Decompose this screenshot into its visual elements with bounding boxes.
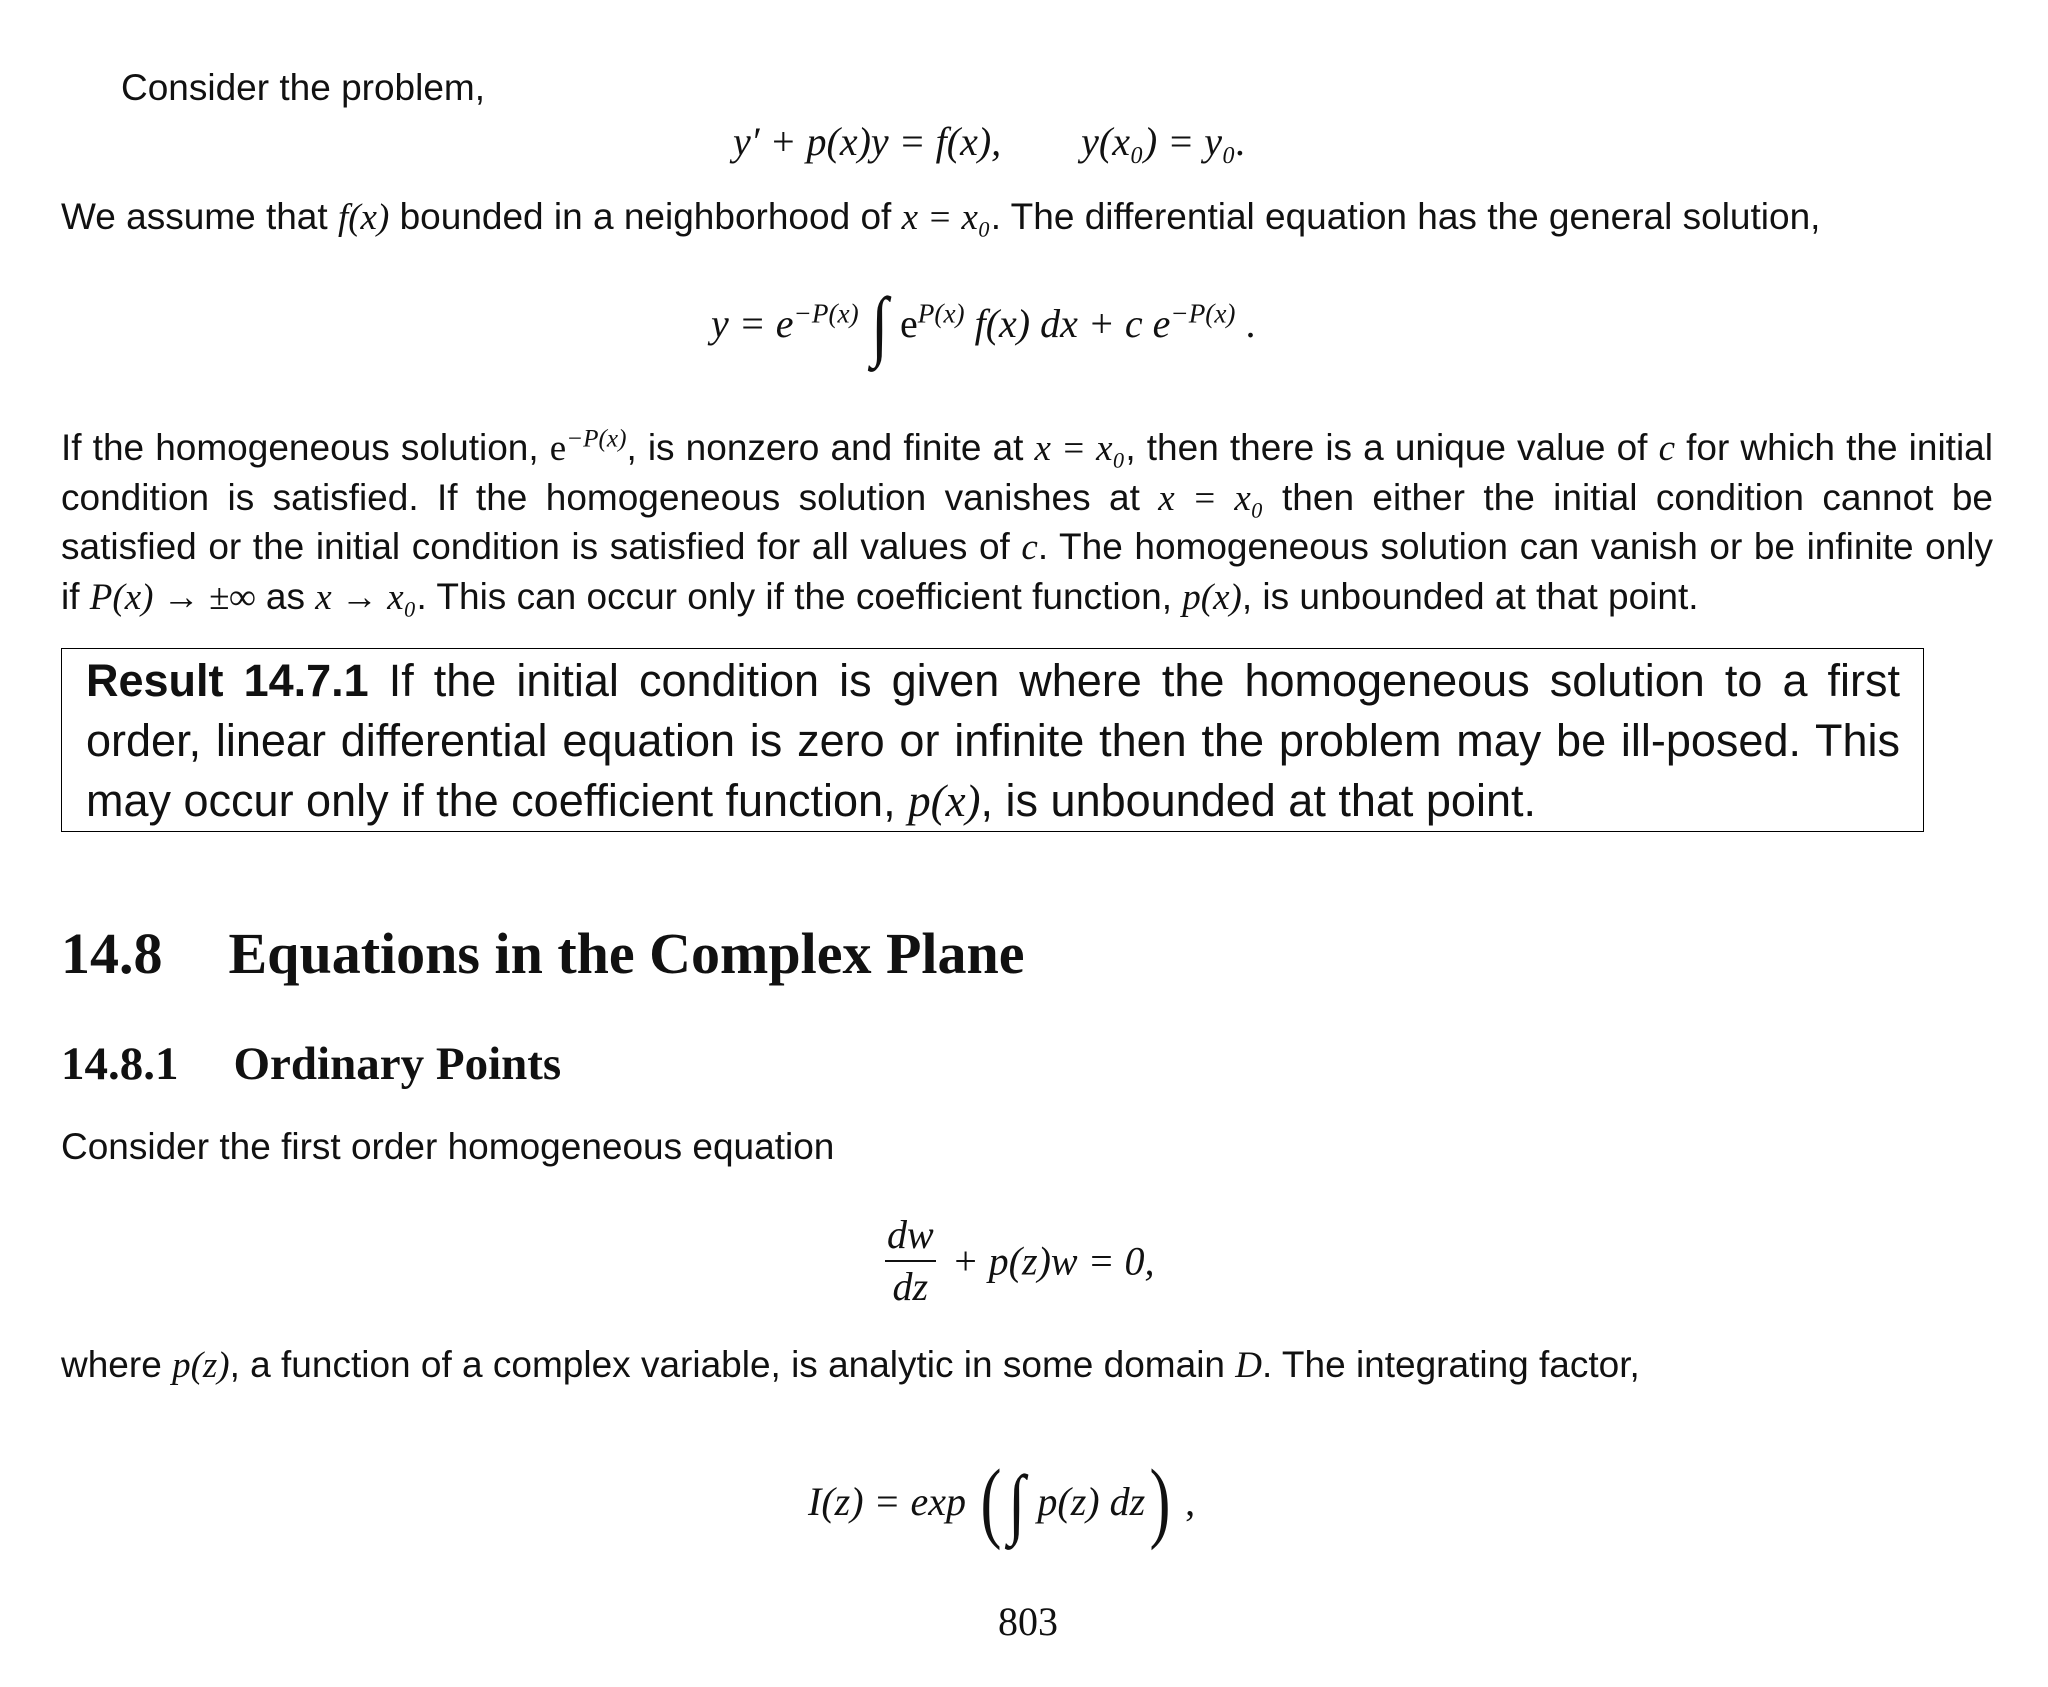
subsection-heading: 14.8.1 Ordinary Points xyxy=(61,1038,562,1090)
result-label: Result 14.7.1 xyxy=(86,655,369,706)
homogeneous-discussion: If the homogeneous solution, $e^{-P(x)}$, is nonzero and finite at x = x₀, then there is a unique value of c for which the initial condition is satisfied. If the homogeneous solution vanishes at x = x₀ then either the initial condition cannot be satisfied or the initial condition is satisfied for all values of c. The homogeneous solution can vanish or be infinite only if P(x) → ±∞ as x → x₀. This can occur only if the coefficient function, p(x), is unbounded at that point. xyxy=(61,425,1993,618)
analytic-domain-text: where p(z), a function of a complex variable, is analytic in some domain D. The integrating factor, xyxy=(61,1344,1640,1386)
first-order-intro: Consider the first order homogeneous equation xyxy=(61,1126,835,1167)
result-box xyxy=(61,648,1924,832)
integrating-factor-equation: I(z) = exp (∫ p(z) dz) , xyxy=(808,1452,1196,1551)
general-solution-equation: $y = e^{-P(x)}$ ∫ $e^{P(x)}$ f(x) dx + c $e^{-P(x)}$ . xyxy=(711,281,1256,368)
section-heading: 14.8 Equations in the Complex Plane xyxy=(61,921,1025,986)
intro-text: Consider the problem, xyxy=(121,67,486,108)
page-number: 803 xyxy=(998,1599,1058,1644)
derivative-fraction: $\frac{dw}{dz}$ xyxy=(887,1212,934,1309)
ivp-equation: y′ + p(x)y = f(x), y(x₀) = y₀. xyxy=(733,119,1246,164)
result-text: Result 14.7.1 If the initial condition is given where the homogeneous solution to a first order, linear differential equation is zero or infinite then the problem may be ill-posed. This may occur only if the coefficient function, p(x), is unbounded at that point. xyxy=(86,655,1900,826)
assumption-text: We assume that f(x) bounded in a neighborhood of x = x₀. The differential equation has the general solution, xyxy=(61,196,1821,238)
homogeneous-equation: $\frac{dw}{dz}$ + p(z)w = 0, xyxy=(885,1210,1155,1312)
